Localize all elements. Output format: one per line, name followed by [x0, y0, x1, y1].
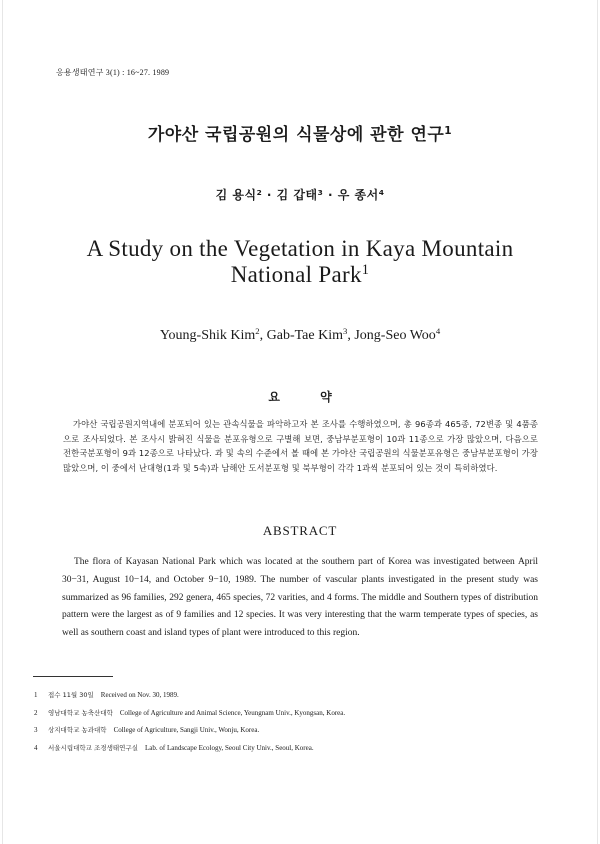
author-affiliation-mark: 4 — [435, 326, 441, 337]
author-name: Young-Shik Kim — [159, 328, 256, 343]
english-title — [40, 236, 560, 288]
korean-title-text: 가야산 국립공원의 식물상에 관한 연구 — [147, 125, 445, 145]
author-separator: , — [347, 328, 355, 343]
footnotes — [34, 687, 345, 757]
korean-title-footnote-mark: 1 — [444, 125, 453, 138]
author-affiliation-mark: 4 — [378, 187, 385, 197]
english-authors — [0, 328, 600, 344]
footnote-number: 1 — [34, 691, 38, 699]
footnote-english: Received on Nov. 30, 1989. — [100, 691, 179, 699]
footnote-korean: 서울시립대학교 조경생태연구실 — [48, 743, 138, 752]
footnote — [34, 722, 345, 740]
footnote-korean: 상지대학교 농과대학 — [48, 726, 107, 734]
author-separator: · — [262, 188, 277, 202]
korean-author — [216, 188, 277, 202]
footnote-number: 4 — [34, 743, 38, 752]
english-abstract-heading: ABSTRACT — [262, 523, 338, 538]
footnote-number: 2 — [34, 708, 38, 717]
footnote-english: Lab. of Landscape Ecology, Seoul City Univ., Seoul, Korea. — [144, 743, 314, 752]
footnote-korean: 영남대학교 농축산대학 — [48, 708, 113, 717]
korean-author — [338, 188, 385, 202]
korean-authors — [0, 186, 600, 203]
footnote-number: 3 — [34, 726, 38, 734]
journal-citation: 응용생태연구 3(1) : 16~27. 1989 — [56, 68, 170, 77]
author-affiliation-mark: 3 — [343, 326, 348, 337]
author-affiliation-mark: 3 — [317, 187, 324, 197]
footnote — [34, 705, 345, 723]
author-separator: , — [259, 328, 267, 343]
author-name: Jong-Seo Woo — [354, 328, 436, 343]
korean-title — [0, 120, 600, 145]
korean-author — [277, 188, 338, 202]
footnote-english: College of Agriculture, Sangji Univ., Wonju, Korea. — [113, 726, 260, 734]
english-title-footnote-mark: 1 — [361, 262, 370, 279]
english-title-line-1: A Study on the Vegetation in Kaya Mountain — [86, 236, 514, 261]
author-affiliation-mark: 2 — [255, 326, 260, 337]
author-name: 김 용식 — [215, 188, 257, 202]
author-separator: · — [323, 188, 338, 202]
footnote — [34, 687, 345, 705]
footnote-divider — [33, 676, 113, 677]
english-title-line-2 — [40, 262, 560, 288]
english-abstract-body: The flora of Kayasan National Park which was located at the southern part of Korea was investigated between April 30−31, August 10−14, and October 9−10, 1989. The number of vascular plants investigated in the present study was summarized as 96 families, 292 genera, 465 species, 72 varities, and 4 forms. The middle and Southern types of distribution pattern were the largest as of 9 families and 12 species. It was very interesting that the warm temperate types of species, as well as southern coast and island types of plant were introduced to this region. — [62, 557, 538, 639]
footnote — [34, 740, 345, 758]
korean-abstract-heading: 요 약 — [268, 390, 332, 404]
author-name: 우 종서 — [337, 188, 379, 202]
english-author — [354, 328, 440, 343]
english-title-line-2-text: National Park — [230, 262, 362, 287]
footnote-korean: 접수 11월 30일 — [48, 691, 94, 699]
author-affiliation-mark: 2 — [256, 187, 263, 197]
author-name: Gab-Tae Kim — [266, 328, 344, 343]
korean-abstract-body: 가야산 국립공원지역내에 분포되어 있는 관속식물을 파악하고자 본 조사를 수행하였으며, 총 96종과 465종, 72변종 및 4품종으로 조사되었다. 본 조사시 밝혀진 식물을 분포유형으로 구별해 보면, 중남부분포형이 10과 11종으로 가장 많았으며, 다음으로 전한국분포형이 9과 12종으로 나타났다. 과 및 속의 수준에서 볼 때에 본 가야산 국립공원의 식물분포유형은 중남부분포형이 가장 많았으며, 이 중에서 난대형(1과 및 5속)과 남해안 도서분포형 및 북부형이 각각 1과씩 분포되어 있는 것이 특히하였다. — [63, 419, 538, 473]
footnote-english: College of Agriculture and Animal Science, Yeungnam Univ., Kyongsan, Korea. — [119, 708, 346, 717]
author-name: 김 갑태 — [276, 188, 318, 202]
english-author — [267, 328, 355, 343]
english-author — [160, 328, 267, 343]
